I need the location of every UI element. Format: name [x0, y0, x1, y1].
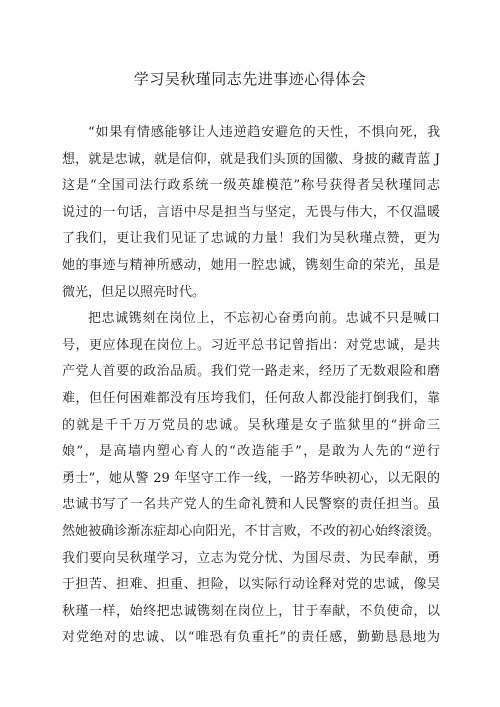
paragraph-line: 这是“全国司法行政系统一级英雄模范”称号获得者吴秋瑾同志 [62, 178, 440, 194]
paragraph-line: 于担苦、担难、担重、担险，以实际行动诠释对党的忠诚，像吴 [62, 577, 440, 593]
paragraph-line: 把忠诚镌刻在岗位上，不忘初心奋勇向前。忠诚不只是喊口 [88, 311, 440, 327]
paragraph-line: 了我们，更让我们见证了忠诚的力量！我们为吴秋瑾点赞，更为 [62, 231, 440, 247]
paragraph-line: 产党人首要的政治品质。我们党一路走来，经历了无数艰险和磨 [62, 364, 440, 380]
paragraph-line: 微光，但足以照亮时代。 [62, 284, 206, 300]
paragraph-line: “如果有情感能够让人违逆趋安避危的天性，不惧向死，我 [88, 125, 440, 140]
paragraph-line: 娘”，是高墙内塑心育人的“改造能手”，是敢为人先的“逆行 [62, 444, 440, 460]
paragraph-line: 号，更应体现在岗位上。习近平总书记曾指出：对党忠诚，是共 [62, 337, 440, 353]
paragraph-line: 说过的一句话，言语中尽是担当与坚定，无畏与伟大，不仅温暖 [62, 204, 440, 220]
paragraph-line: 秋瑾一样，始终把忠诚镌刻在岗位上，甘于奉献，不负使命，以 [62, 603, 440, 619]
paragraph-line: 忠诚书写了一名共产党人的生命礼赞和人民警察的责任担当。虽 [62, 497, 440, 513]
paragraph-line: 然她被确诊渐冻症却心向阳光，不甘言败，不改的初心始终滚烫。 [62, 523, 440, 539]
paragraph-line: 难，但任何困难都没有压垮我们，任何敌人都没能打倒我们，靠 [62, 390, 440, 406]
paragraph-line: 她的事迹与精神所感动，她用一腔忠诚，镌刻生命的荣光，虽是 [62, 257, 440, 273]
document-title: 学习吴秋瑾同志先进事迹心得体会 [133, 70, 367, 88]
paragraph-line: 我们要向吴秋瑾学习，立志为党分忧、为国尽责、为民奉献，勇 [62, 550, 440, 566]
paragraph-line: 的就是千千万万党员的忠诚。吴秋瑾是女子监狱里的“拼命三 [62, 417, 440, 433]
paragraph-2 [62, 306, 440, 652]
paragraph-line: 对党绝对的忠诚、以“唯恐有负重托”的责任感，勤勤恳恳地为 [62, 630, 440, 646]
paragraph-line: 想，就是忠诚，就是信仰，就是我们头顶的国徽、身披的藏青蓝 J [62, 151, 440, 167]
paragraph-line: 勇士”，她从警 29 年坚守工作一线，一路芳华映初心，以无限的 [62, 470, 440, 486]
paragraph-1 [62, 120, 440, 306]
document-body [62, 120, 440, 652]
